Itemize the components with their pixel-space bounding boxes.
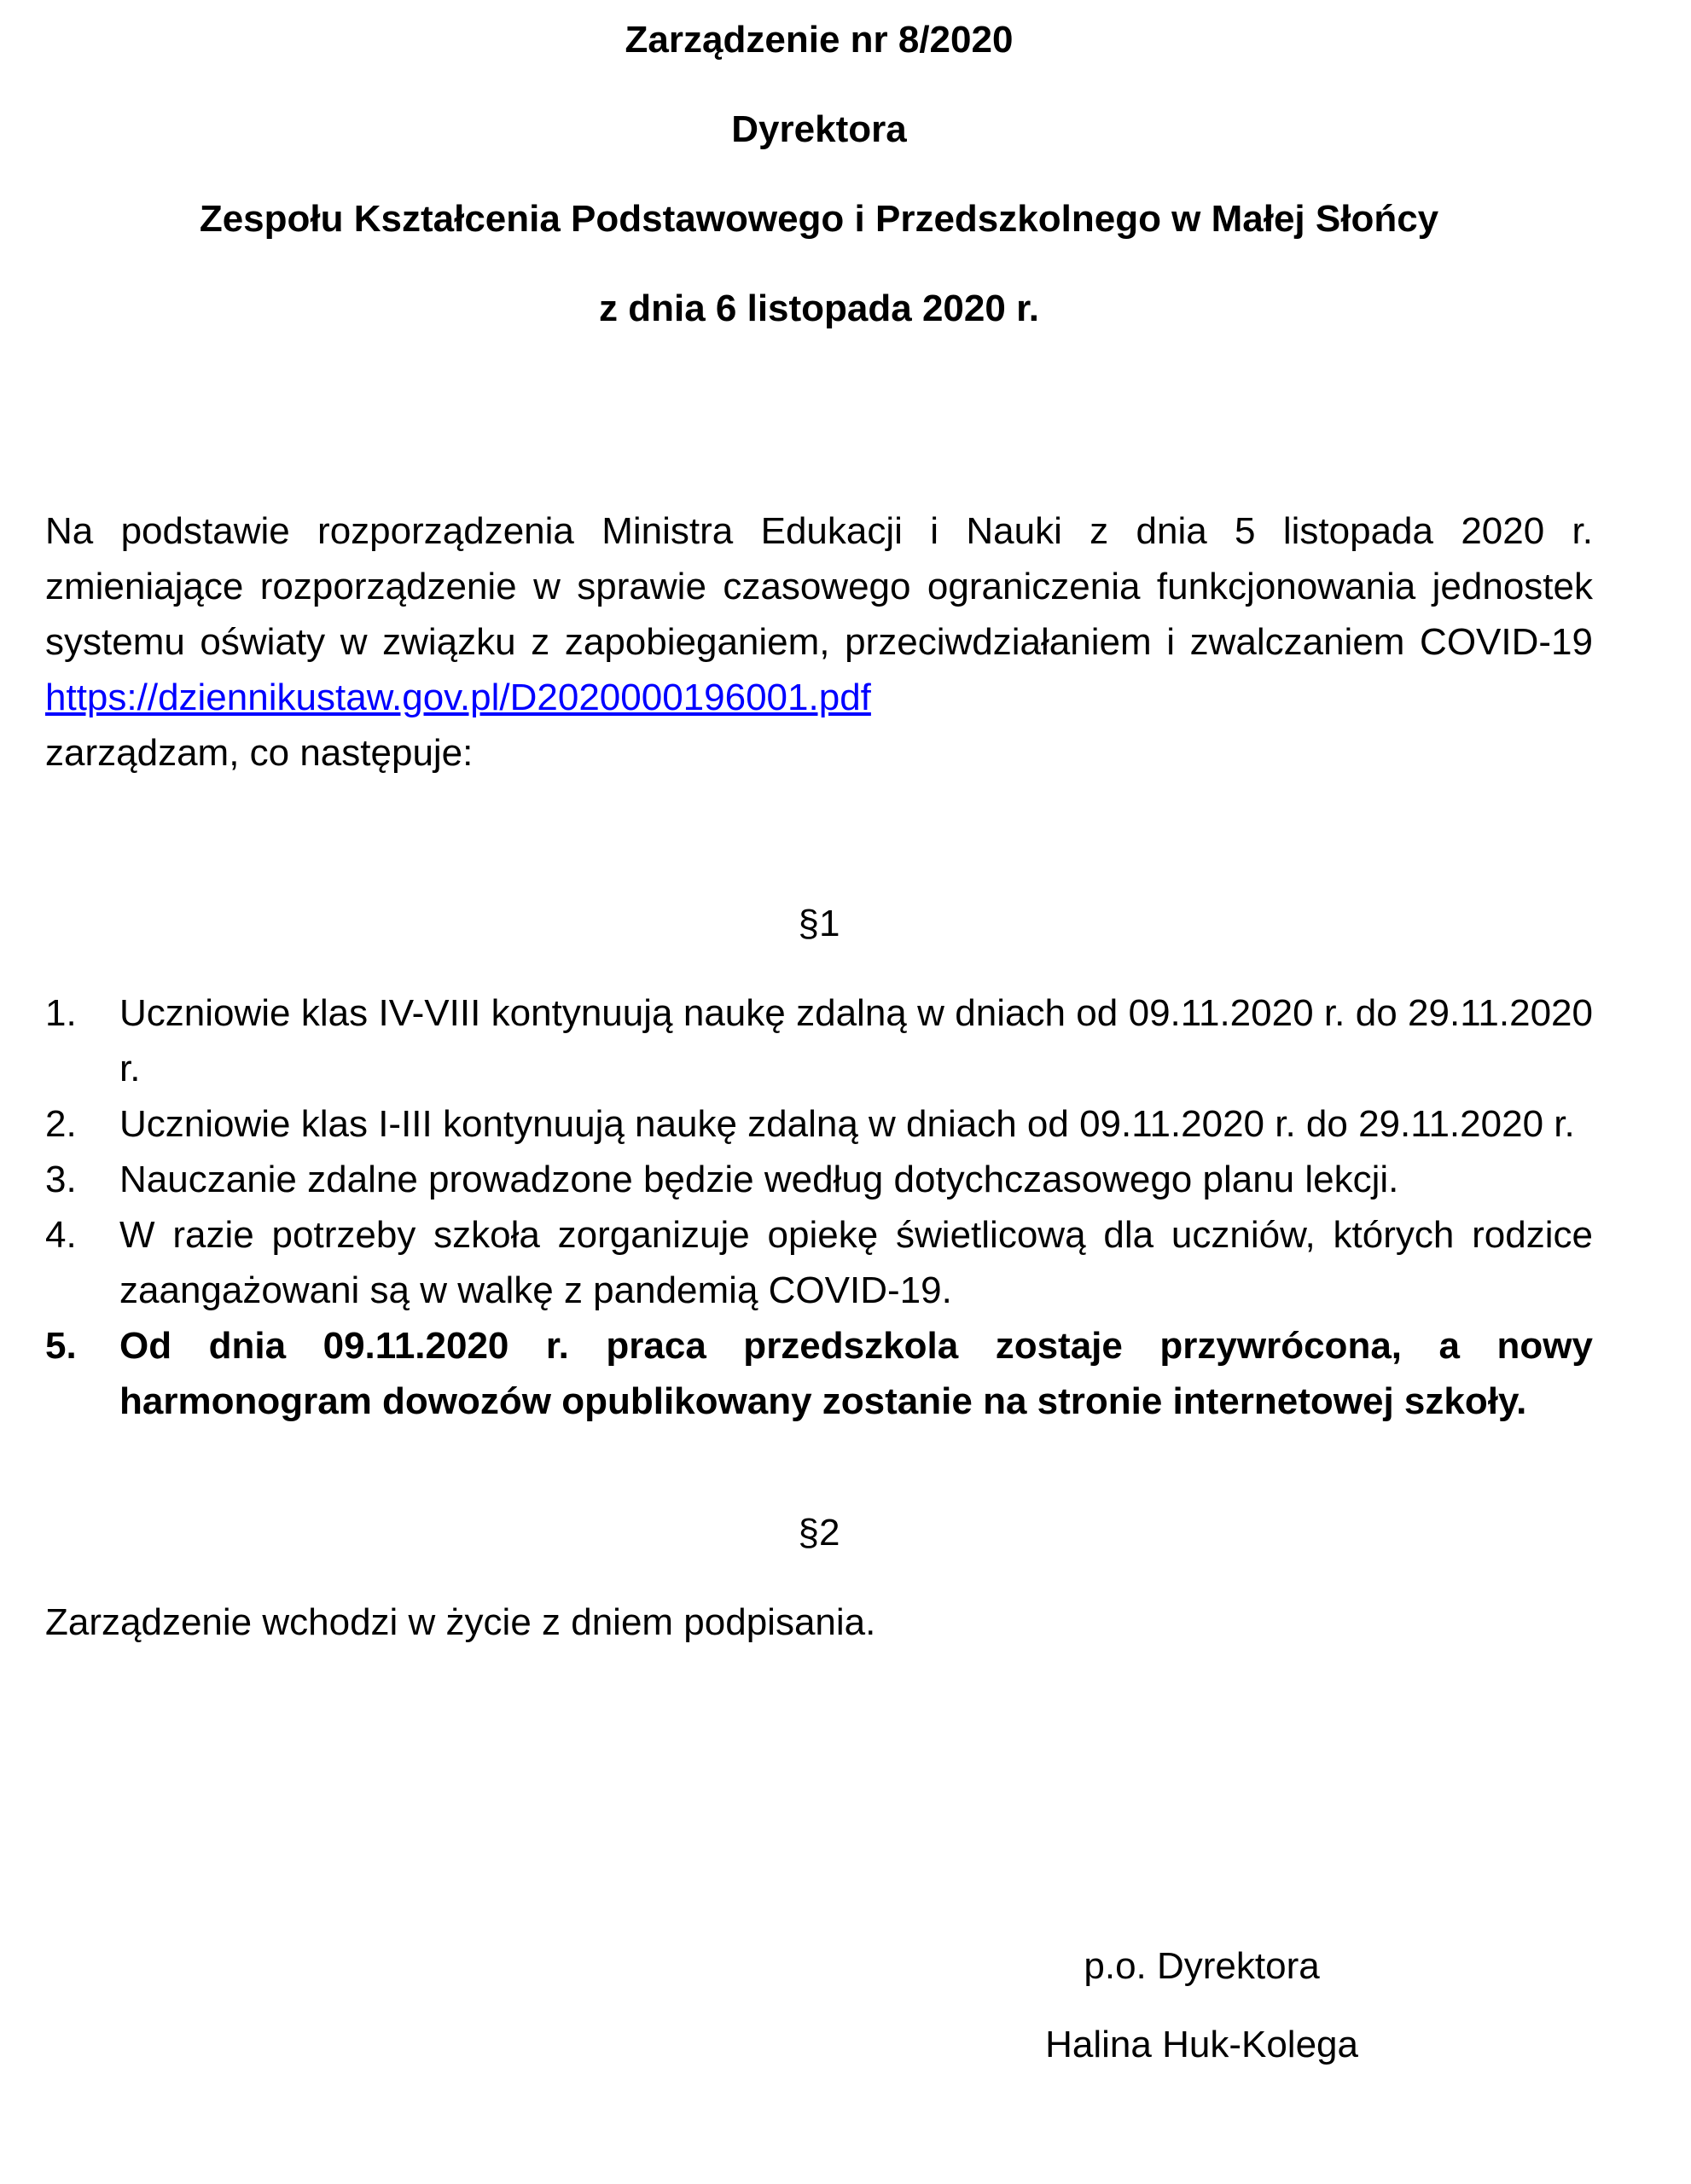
document-title-line-3: Zespołu Kształcenia Podstawowego i Przedszkolnego w Małej Słońcy xyxy=(199,198,1439,240)
list-item-5-number: 5. xyxy=(45,1325,77,1367)
preamble-text-after-link: zarządzam, co następuje: xyxy=(45,732,474,774)
preamble-paragraph xyxy=(45,503,1593,781)
signature-role: p.o. Dyrektora xyxy=(1084,1945,1320,1987)
legal-basis-link[interactable]: https://dziennikustaw.gov.pl/D2020000196001.pdf xyxy=(45,677,871,718)
list-item-3 xyxy=(45,1152,1593,1207)
document-title-line-1: Zarządzenie nr 8/2020 xyxy=(625,19,1014,61)
list-item-4 xyxy=(45,1207,1593,1318)
list-item-3-text: Nauczanie zdalne prowadzone będzie według dotychczasowego planu lekcji. xyxy=(119,1159,1399,1200)
list-item-2-number: 2. xyxy=(45,1103,77,1145)
list-item-3-number: 3. xyxy=(45,1159,77,1200)
effective-date-text: Zarządzenie wchodzi w życie z dniem podpisania. xyxy=(45,1601,876,1643)
signature-block xyxy=(1045,1938,1358,2072)
list-item-4-text: W razie potrzeby szkoła zorganizuje opiekę świetlicową dla uczniów, których rodzice zaangażowani są w walkę z pandemią COVID-19. xyxy=(119,1214,1593,1311)
document-title-line-2: Dyrektora xyxy=(731,108,907,150)
document-header xyxy=(45,12,1593,336)
list-item-4-number: 4. xyxy=(45,1214,77,1256)
section-2-heading: §2 xyxy=(798,1512,840,1554)
list-item-1-number: 1. xyxy=(45,992,77,1034)
list-item-2-text: Uczniowie klas I-III kontynuują naukę zdalną w dniach od 09.11.2020 r. do 29.11.2020 r. xyxy=(119,1103,1575,1145)
signature-name: Halina Huk-Kolega xyxy=(1045,2024,1358,2065)
list-item-1-text: Uczniowie klas IV-VIII kontynuują naukę zdalną w dniach od 09.11.2020 r. do 29.11.2020 r. xyxy=(119,992,1593,1089)
list-item-5-text: Od dnia 09.11.2020 r. praca przedszkola zostaje przywrócona, a nowy harmonogram dowozów opublikowany zostanie na stronie internetowej szkoły. xyxy=(119,1325,1593,1422)
document-title-line-4: z dnia 6 listopada 2020 r. xyxy=(599,288,1039,329)
list-item-5 xyxy=(45,1318,1593,1429)
list-item-2 xyxy=(45,1096,1593,1152)
list-item-1 xyxy=(45,985,1593,1096)
preamble-text-before-link: Na podstawie rozporządzenia Ministra Edukacji i Nauki z dnia 5 listopada 2020 r. zmieniające rozporządzenie w sprawie czasowego ograniczenia funkcjonowania jednostek systemu oświaty w związku z zapobieganiem, przeciwdziałaniem i zwalczaniem COVID-19 xyxy=(45,510,1593,663)
section-1-heading: §1 xyxy=(798,903,840,944)
section-1-list xyxy=(45,985,1593,1429)
